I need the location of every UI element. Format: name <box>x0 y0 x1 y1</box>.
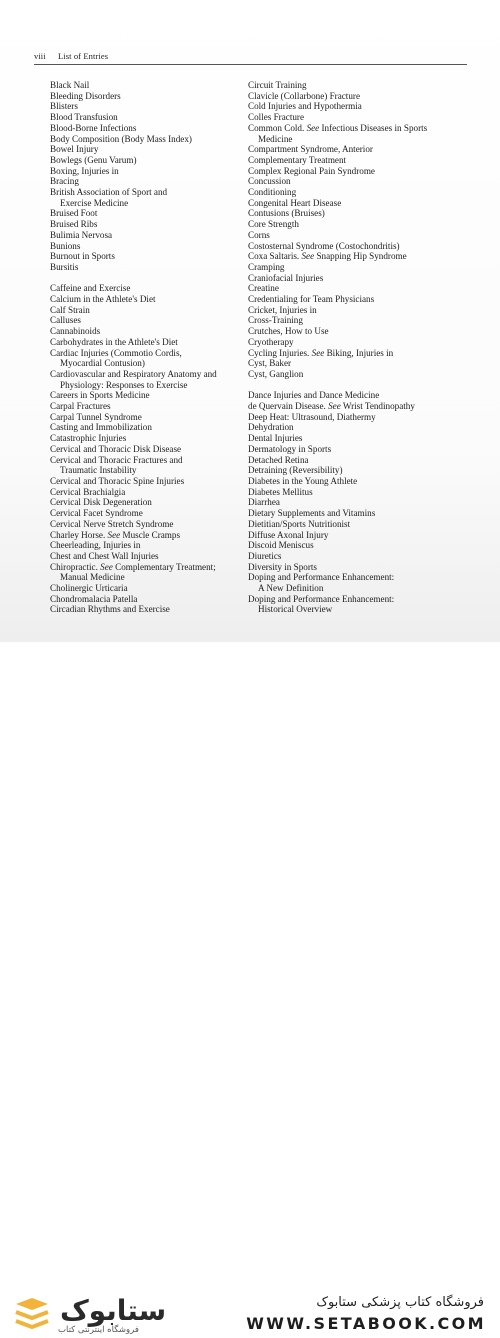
entry-text: Diarrhea <box>248 497 280 508</box>
see-reference-label: See <box>306 122 320 133</box>
entry-text: Cervical and Thoracic Spine Injuries <box>50 476 185 486</box>
entry-item <box>50 476 240 487</box>
entry-text: Doping and Performance Enhancement: <box>248 572 395 583</box>
entry-text: Diabetes in the Young Athlete <box>248 476 358 486</box>
entry-item <box>50 134 240 145</box>
entry-continuation <box>248 134 470 145</box>
entry-item <box>50 604 240 615</box>
entry-item <box>248 465 470 476</box>
entry-item <box>50 444 240 455</box>
entry-item <box>50 294 240 305</box>
entry-item <box>50 369 240 380</box>
entry-text: Cross-Training <box>248 315 303 326</box>
entry-text: Concussion <box>248 176 291 187</box>
entry-text: Cheerleading, Injuries in <box>50 540 141 551</box>
entry-item <box>50 315 240 326</box>
entry-text: Clavicle (Collarbone) Fracture <box>248 90 360 101</box>
entry-item <box>248 176 470 187</box>
entry-text: Discoid Meniscus <box>248 540 314 551</box>
entry-item <box>50 187 240 198</box>
entry-item <box>248 198 470 209</box>
entry-item <box>50 241 240 252</box>
entry-item <box>248 497 470 508</box>
entry-text: Cervical and Thoracic Disk Disease <box>50 443 182 454</box>
entry-text: Diversity in Sports <box>248 561 317 572</box>
entry-item <box>50 219 240 230</box>
entry-text: Burnout in Sports <box>50 251 115 262</box>
see-reference-label: See <box>100 561 113 572</box>
entry-item <box>50 540 240 551</box>
entry-text: Black Nail <box>50 80 90 90</box>
entry-item <box>248 348 470 359</box>
entry-item <box>248 390 470 401</box>
entry-text: Caffeine and Exercise <box>50 283 131 294</box>
entry-item <box>50 283 240 294</box>
see-reference-label: See <box>301 251 315 262</box>
entry-item <box>248 91 470 102</box>
entry-text: Cold Injuries and Hypothermia <box>248 101 362 112</box>
entry-text: Carbohydrates in the Athlete's Diet <box>50 336 178 347</box>
entry-item <box>50 530 240 541</box>
entry-item <box>248 123 470 134</box>
entry-item <box>248 305 470 316</box>
entry-item <box>248 294 470 305</box>
entry-text: Blood-Borne Infections <box>50 122 137 133</box>
entry-text: Common Cold. <box>248 122 307 133</box>
entry-item <box>248 219 470 230</box>
entries-column-left <box>50 80 240 615</box>
entry-item <box>50 80 240 91</box>
entry-item <box>50 412 240 423</box>
entry-text: Body Composition (Body Mass Index) <box>50 133 192 144</box>
entry-text: Compartment Syndrome, Anterior <box>248 144 373 155</box>
entry-text: Calcium in the Athlete's Diet <box>50 294 156 305</box>
entry-item <box>50 390 240 401</box>
entry-item <box>248 444 470 455</box>
entry-text: Bleeding Disorders <box>50 90 121 101</box>
entry-item <box>248 262 470 273</box>
entry-item <box>50 487 240 498</box>
see-reference-label: See <box>107 529 121 540</box>
entry-item <box>248 422 470 433</box>
entry-text: Carpal Tunnel Syndrome <box>50 411 142 422</box>
entry-item <box>248 358 470 369</box>
entry-text: Detached Retina <box>248 454 309 465</box>
entry-continuation <box>50 358 240 369</box>
entry-item <box>50 594 240 605</box>
entry-item <box>248 337 470 348</box>
entry-item <box>248 315 470 326</box>
entry-item <box>248 551 470 562</box>
entry-text: Bruised Ribs <box>50 219 98 230</box>
entry-item <box>50 497 240 508</box>
entry-text: Bowlegs (Genu Varum) <box>50 154 137 165</box>
entry-text: Catastrophic Injuries <box>50 433 127 444</box>
entry-text: Blisters <box>50 101 78 112</box>
entry-text: Manual Medicine <box>60 572 125 583</box>
entry-item <box>50 551 240 562</box>
entry-text: Crutches, How to Use <box>248 326 329 337</box>
entry-text: Cervical and Thoracic Fractures and <box>50 454 183 465</box>
entry-item <box>50 433 240 444</box>
entry-text: Complex Regional Pain Syndrome <box>248 165 375 176</box>
entry-text: Chiropractic. <box>50 561 101 572</box>
entry-text: Calf Strain <box>50 304 90 315</box>
entry-text: Chondromalacia Patella <box>50 593 138 604</box>
entry-item <box>50 508 240 519</box>
page-number: viii <box>34 51 46 61</box>
entry-item <box>50 326 240 337</box>
entry-text: Bulimia Nervosa <box>50 229 113 240</box>
entry-text: Exercise Medicine <box>60 197 129 208</box>
entry-item <box>50 519 240 530</box>
entry-item <box>248 112 470 123</box>
entry-text: Cervical Facet Syndrome <box>50 508 143 519</box>
entry-text: Cervical Nerve Stretch Syndrome <box>50 518 174 529</box>
entry-text: Dietary Supplements and Vitamins <box>248 508 376 519</box>
entry-item <box>50 455 240 466</box>
entry-item <box>50 348 240 359</box>
entry-item <box>248 208 470 219</box>
entry-item <box>248 572 470 583</box>
entry-item <box>248 241 470 252</box>
entry-text: Congenital Heart Disease <box>248 197 342 208</box>
entry-text: Circadian Rhythms and Exercise <box>50 604 170 615</box>
entry-item <box>248 80 470 91</box>
entry-text: Casting and Immobilization <box>50 422 152 433</box>
book-stack-icon <box>12 1296 52 1334</box>
page-header-title: List of Entries <box>57 51 109 61</box>
entry-text: Cricket, Injuries in <box>248 304 317 315</box>
entry-item <box>50 262 240 273</box>
entry-text: Costosternal Syndrome (Costochondritis) <box>248 240 400 251</box>
entry-item <box>50 112 240 123</box>
entry-item <box>248 519 470 530</box>
running-head <box>34 51 108 61</box>
entry-item <box>248 594 470 605</box>
entry-item <box>248 187 470 198</box>
entry-text: Cyst, Baker <box>248 358 292 369</box>
entry-text: Myocardial Contusion) <box>60 358 145 369</box>
entry-item <box>248 401 470 412</box>
entry-text: Dance Injuries and Dance Medicine <box>248 390 380 401</box>
entry-text: Detraining (Reversibility) <box>248 465 343 476</box>
entry-text: Dermatology in Sports <box>248 443 332 454</box>
see-reference-label: See <box>311 347 325 358</box>
entry-text: Calluses <box>50 315 81 326</box>
book-page <box>0 0 500 642</box>
entry-item <box>248 144 470 155</box>
entry-text: Creatine <box>248 283 279 294</box>
entry-item <box>248 326 470 337</box>
entry-item <box>248 455 470 466</box>
entry-text: Cramping <box>248 261 285 272</box>
entry-text: Charley Horse. <box>50 529 108 540</box>
entry-item <box>50 401 240 412</box>
entry-item <box>248 251 470 262</box>
entry-text: Cryotherapy <box>248 336 294 347</box>
entry-continuation <box>248 583 470 594</box>
entry-text: Bowel Injury <box>50 144 99 155</box>
entry-item <box>248 540 470 551</box>
entry-text: Physiology: Responses to Exercise <box>60 379 188 390</box>
section-gap <box>248 380 470 391</box>
entry-continuation <box>248 604 470 615</box>
cross-reference-target: Complementary Treatment; <box>112 561 216 572</box>
entry-text: Circuit Training <box>248 80 307 90</box>
entry-text: Chest and Chest Wall Injuries <box>50 550 159 561</box>
entry-text: Dietitian/Sports Nutritionist <box>248 518 351 529</box>
entry-text: Craniofacial Injuries <box>248 272 324 283</box>
entry-text: Diuretics <box>248 550 282 561</box>
entry-continuation <box>50 198 240 209</box>
entry-item <box>248 369 470 380</box>
entry-item <box>50 144 240 155</box>
entry-item <box>248 273 470 284</box>
entry-continuation <box>50 465 240 476</box>
entries-column-right <box>248 80 470 615</box>
entry-text: Cervical Disk Degeneration <box>50 497 152 508</box>
entry-item <box>50 176 240 187</box>
entry-text: Contusions (Bruises) <box>248 208 325 219</box>
entry-item <box>248 155 470 166</box>
entry-text: de Quervain Disease. <box>248 401 329 412</box>
entry-item <box>50 337 240 348</box>
see-reference-label: See <box>328 401 341 412</box>
entry-text: Doping and Performance Enhancement: <box>248 593 395 604</box>
logo-wordmark: ستابوک <box>60 1294 167 1327</box>
entry-item <box>50 251 240 262</box>
cross-reference-target: Muscle Cramps <box>120 529 181 540</box>
entry-text: Medicine <box>258 133 293 144</box>
entry-text: Corns <box>248 229 270 240</box>
entry-item <box>248 433 470 444</box>
entry-text: Credentialing for Team Physicians <box>248 294 375 305</box>
entry-text: Cardiac Injuries (Commotio Cordis, <box>50 347 182 358</box>
entry-text: Blood Transfusion <box>50 112 118 123</box>
entry-item <box>248 508 470 519</box>
entry-text: Historical Overview <box>258 604 333 615</box>
entry-continuation <box>50 380 240 391</box>
entry-text: Careers in Sports Medicine <box>50 390 150 401</box>
entry-text: Coxa Saltaris. <box>248 251 302 262</box>
cross-reference-target: Infectious Diseases in Sports <box>319 122 428 133</box>
entry-text: Bracing <box>50 176 79 187</box>
entry-item <box>248 476 470 487</box>
entry-text: Cyst, Ganglion <box>248 368 304 379</box>
entry-item <box>50 155 240 166</box>
entry-text: British Association of Sport and <box>50 187 168 198</box>
setabook-logo <box>12 1294 167 1338</box>
entry-item <box>248 562 470 573</box>
entry-text: Cannabinoids <box>50 326 101 337</box>
entry-text: Bruised Foot <box>50 208 98 219</box>
entry-text: Colles Fracture <box>248 112 305 123</box>
entry-item <box>50 422 240 433</box>
entry-item <box>248 283 470 294</box>
entry-item <box>50 91 240 102</box>
entry-item <box>50 208 240 219</box>
entry-item <box>50 583 240 594</box>
entry-text: Carpal Fractures <box>50 401 111 412</box>
entry-text: Complementary Treatment <box>248 154 347 165</box>
entry-item <box>248 487 470 498</box>
entry-item <box>50 230 240 241</box>
entry-text: Diffuse Axonal Injury <box>248 529 329 540</box>
entry-text: Conditioning <box>248 187 297 198</box>
entry-text: Deep Heat: Ultrasound, Diathermy <box>248 411 376 422</box>
entry-text: Dehydration <box>248 422 294 433</box>
entry-text: Dental Injuries <box>248 433 303 444</box>
cross-reference-target: Biking, Injuries in <box>324 347 394 358</box>
entry-text: Bursitis <box>50 261 79 272</box>
entry-text: Cardiovascular and Respiratory Anatomy and <box>50 368 217 379</box>
section-gap <box>50 273 240 284</box>
shop-url: WWW.SETABOOK.COM <box>246 1314 486 1333</box>
entry-continuation <box>50 572 240 583</box>
entry-text: Bunions <box>50 240 81 251</box>
entry-text: Cycling Injuries. <box>248 347 312 358</box>
entry-item <box>50 101 240 112</box>
watermark-footer <box>0 642 500 1335</box>
shop-name: فروشگاه کتاب پزشکی ستابوک <box>316 1295 484 1310</box>
entry-item <box>248 230 470 241</box>
entry-text: Cervical Brachialgia <box>50 486 126 497</box>
entry-text: Cholinergic Urticaria <box>50 583 128 594</box>
header-rule <box>34 64 467 65</box>
entry-item <box>248 166 470 177</box>
entry-text: Traumatic Instability <box>60 465 137 476</box>
entry-text: Core Strength <box>248 219 299 230</box>
entry-item <box>50 166 240 177</box>
entry-text: Boxing, Injuries in <box>50 165 119 176</box>
entry-text: A New Definition <box>258 583 324 594</box>
entry-item <box>50 562 240 573</box>
cross-reference-target: Snapping Hip Syndrome <box>314 251 407 262</box>
entry-item <box>50 305 240 316</box>
entry-text: Diabetes Mellitus <box>248 486 313 497</box>
entry-item <box>248 412 470 423</box>
cross-reference-target: Wrist Tendinopathy <box>340 401 415 412</box>
logo-tagline: فروشگاه اینترنتی کتاب <box>58 1325 139 1335</box>
entry-item <box>50 123 240 134</box>
entry-item <box>248 101 470 112</box>
entry-item <box>248 530 470 541</box>
